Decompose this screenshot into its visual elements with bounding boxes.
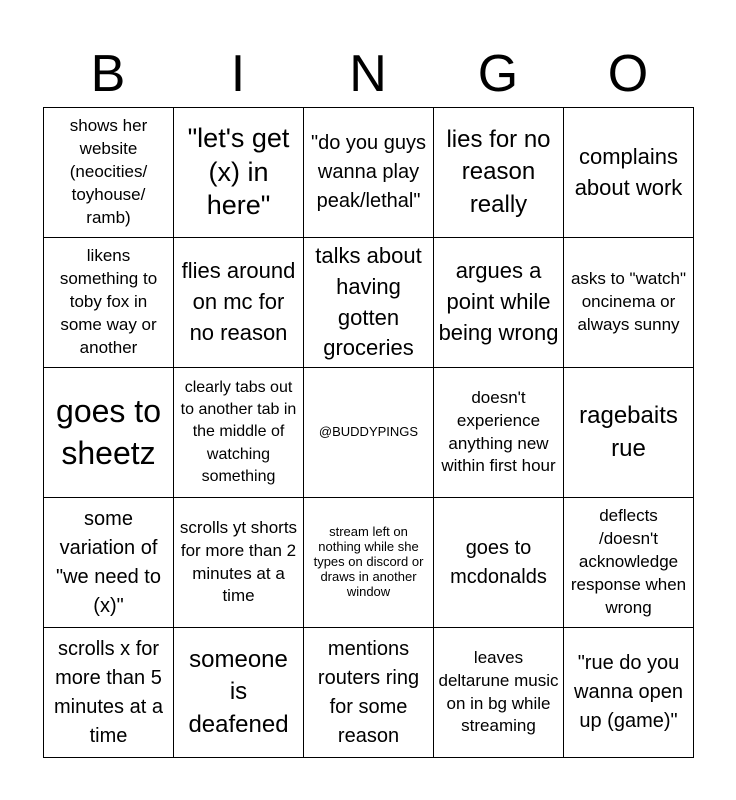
bingo-cell[interactable]: "let's get (x) in here" [174,108,304,238]
bingo-cell[interactable]: clearly tabs out to another tab in the middle of watching something [174,368,304,498]
header-letter-b: B [90,45,126,103]
bingo-header [43,40,693,108]
bingo-cell[interactable]: some variation of "we need to (x)" [44,498,174,628]
bingo-cell[interactable]: "do you guys wanna play peak/lethal" [304,108,434,238]
header-letter-i: I [230,45,246,103]
bingo-cell[interactable]: asks to "watch" oncinema or always sunny [564,238,694,368]
bingo-cell[interactable]: scrolls yt shorts for more than 2 minutes at a time [174,498,304,628]
bingo-cell[interactable]: goes to mcdonalds [434,498,564,628]
bingo-cell[interactable]: "rue do you wanna open up (game)" [564,628,694,758]
header-letter-g: G [477,45,519,103]
bingo-cell[interactable]: likens something to toby fox in some way or another [44,238,174,368]
bingo-cell[interactable]: deflects /doesn't acknowledge response when wrong [564,498,694,628]
bingo-cell[interactable]: stream left on nothing while she types on discord or draws in another window [304,498,434,628]
bingo-cell[interactable]: flies around on mc for no reason [174,238,304,368]
header-letter-o: O [607,45,649,103]
bingo-cell-free[interactable]: @BUDDYPINGS [304,368,434,498]
bingo-cell[interactable]: leaves deltarune music on in bg while streaming [434,628,564,758]
bingo-cell[interactable]: mentions routers ring for some reason [304,628,434,758]
bingo-cell[interactable]: talks about having gotten groceries [304,238,434,368]
bingo-cell[interactable]: someone is deafened [174,628,304,758]
bingo-cell[interactable]: complains about work [564,108,694,238]
bingo-cell[interactable]: shows her website (neocities/ toyhouse/ ramb) [44,108,174,238]
bingo-cell[interactable]: ragebaits rue [564,368,694,498]
bingo-grid [43,107,694,758]
header-letter-n: N [349,45,387,103]
bingo-cell[interactable]: scrolls x for more than 5 minutes at a time [44,628,174,758]
bingo-cell[interactable]: goes to sheetz [44,368,174,498]
bingo-cell[interactable]: doesn't experience anything new within first hour [434,368,564,498]
bingo-cell[interactable]: argues a point while being wrong [434,238,564,368]
bingo-cell[interactable]: lies for no reason really [434,108,564,238]
